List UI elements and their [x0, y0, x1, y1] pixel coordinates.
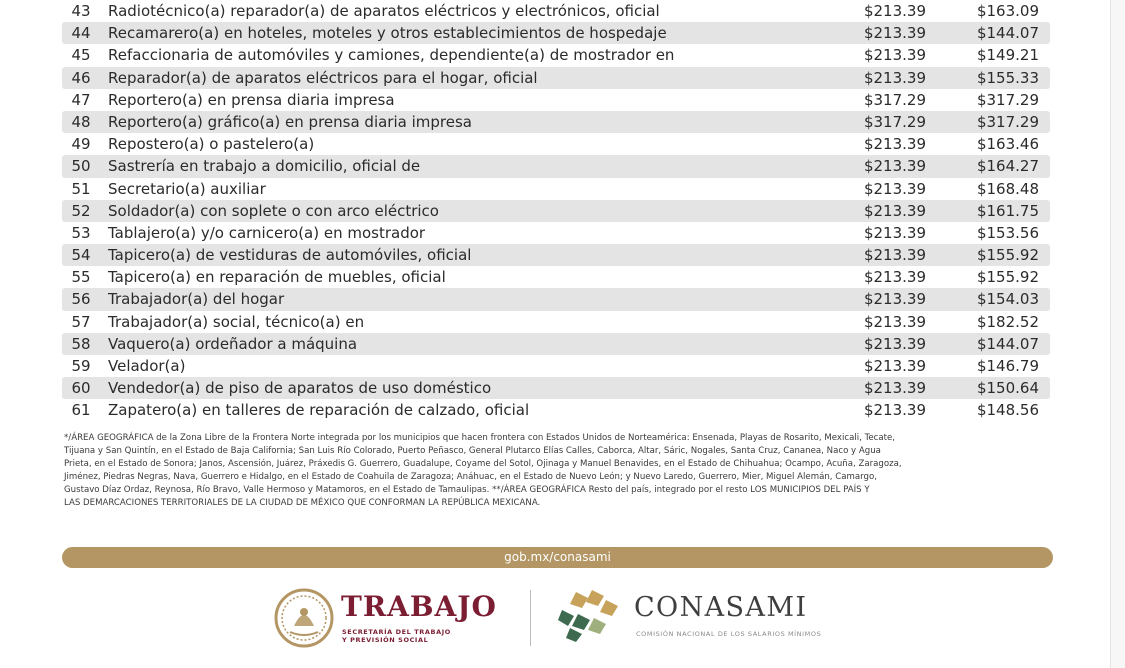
zone2-salary: $163.09 [976, 2, 1039, 20]
zone2-salary: $155.92 [976, 268, 1039, 287]
table-row [62, 222, 1050, 244]
table-row [62, 0, 1050, 22]
row-number: 57 [71, 312, 91, 331]
occupation-name: Radiotécnico(a) reparador(a) de aparatos eléctricos y electrónicos, oficial [108, 2, 660, 20]
row-number: 46 [71, 68, 91, 87]
table-row [62, 311, 1050, 333]
table-row [62, 133, 1050, 155]
table-row [62, 22, 1050, 44]
gob-link-bar[interactable]: gob.mx/conasami [62, 547, 1053, 568]
zone2-salary: $154.03 [976, 290, 1039, 309]
conasami-logo-icon [556, 588, 628, 644]
occupation-name: Trabajador(a) social, técnico(a) en [108, 312, 365, 331]
row-number: 53 [71, 223, 91, 242]
zone1-salary: $213.39 [863, 379, 926, 398]
zone1-salary: $213.39 [863, 46, 926, 65]
zone1-salary: $213.39 [863, 201, 926, 220]
zone2-salary: $144.07 [976, 334, 1039, 353]
zone1-salary: $213.39 [863, 179, 926, 198]
page-edge [1110, 0, 1125, 668]
occupation-name: Reportero(a) en prensa diaria impresa [108, 90, 395, 109]
row-number: 47 [71, 90, 91, 109]
occupation-name: Zapatero(a) en talleres de reparación de calzado, oficial [108, 401, 530, 420]
zone2-salary: $317.29 [976, 90, 1039, 109]
table-row [62, 44, 1050, 66]
occupation-name: Reportero(a) gráfico(a) en prensa diaria impresa [108, 112, 472, 131]
occupation-name: Vendedor(a) de piso de aparatos de uso doméstico [108, 379, 492, 398]
zone1-salary: $213.39 [863, 357, 926, 375]
zone2-salary: $182.52 [976, 312, 1039, 331]
row-number: 59 [71, 357, 91, 375]
zone1-salary: $213.39 [863, 334, 926, 353]
zone2-salary: $148.56 [976, 401, 1039, 420]
table-row [62, 67, 1050, 89]
occupation-name: Refaccionaria de automóviles y camiones, dependiente(a) de mostrador en [108, 46, 675, 65]
conasami-logo-subtitle: COMISIÓN NACIONAL DE LOS SALARIOS MÍNIMOS [636, 630, 822, 638]
zone1-salary: $213.39 [863, 268, 926, 287]
row-number: 51 [71, 179, 91, 198]
row-number: 56 [71, 290, 91, 309]
zone2-salary: $164.27 [976, 157, 1039, 176]
table-row [62, 111, 1050, 133]
occupation-name: Tapicero(a) de vestiduras de automóviles, oficial [108, 246, 472, 265]
occupation-name: Secretario(a) auxiliar [108, 179, 266, 198]
row-number: 58 [71, 334, 91, 353]
logo-divider [530, 590, 531, 646]
geographic-area-footnote: */ÁREA GEOGRÁFICA de la Zona Libre de la Frontera Norte integrada por los municipios que hacen frontera con Estados Unidos de Norteamérica: Ensenada, Playas de Rosarito, Mexicali, Tecate, Tijuana y San Quintín, en el Estado de Baja California; San Luis Río Colorado, Puerto Peñasco, General Plutarco Elías Calles, Caborca, Altar, Sáric, Nogales, Santa Cruz, Cananea, Naco y Agua Prieta, en el Estado de Sonora; Janos, Ascensión, Juárez, Práxedis G. Guerrero, Guadalupe, Coyame del Sotol, Ojinaga y Manuel Benavides, en el Estado de Chihuahua; Ocampo, Acuña, Zaragoza, Jiménez, Piedras Negras, Nava, Guerrero e Hidalgo, en el Estado de Coahuila de Zaragoza; Anáhuac, en el Estado de Nuevo León; y Nuevo Laredo, Guerrero, Mier, Miguel Alemán, Camargo, Gustavo Díaz Ordaz, Reynosa, Río Bravo, Valle Hermoso y Matamoros, en el Estado de Tamaulipas. **/ÁREA GEOGRÁFICA Resto del país, integrado por el resto LOS MUNICIPIOS DEL PAÍS Y LAS DEMARCACIONES TERRITORIALES DE LA CIUDAD DE MÉXICO QUE CONFORMAN LA REPÚBLICA MEXICANA. [64, 433, 902, 508]
occupation-name: Trabajador(a) del hogar [108, 290, 285, 309]
table-row [62, 355, 1050, 377]
row-number: 43 [71, 2, 91, 20]
zone2-salary: $149.21 [976, 46, 1039, 65]
zone1-salary: $317.29 [863, 112, 926, 131]
table-row [62, 178, 1050, 200]
occupation-name: Tablajero(a) y/o carnicero(a) en mostrador [108, 223, 426, 242]
zone1-salary: $213.39 [863, 290, 926, 309]
zone1-salary: $213.39 [863, 312, 926, 331]
zone1-salary: $213.39 [863, 24, 926, 43]
zone2-salary: $153.56 [976, 223, 1039, 242]
zone1-salary: $213.39 [863, 68, 926, 87]
table-row [62, 200, 1050, 222]
conasami-logo-title: CONASAMI [634, 592, 808, 623]
table-row [62, 266, 1050, 288]
zone2-salary: $150.64 [976, 379, 1039, 398]
zone2-salary: $155.33 [976, 68, 1039, 87]
table-row [62, 155, 1050, 177]
table-row [62, 89, 1050, 111]
row-number: 49 [71, 135, 91, 154]
row-number: 55 [71, 268, 91, 287]
salary-table [62, 0, 1050, 422]
zone1-salary: $317.29 [863, 90, 926, 109]
row-number: 45 [71, 46, 91, 65]
table-row [62, 399, 1050, 421]
occupation-name: Velador(a) [108, 357, 186, 375]
occupation-name: Vaquero(a) ordeñador a máquina [108, 334, 358, 353]
row-number: 60 [71, 379, 91, 398]
zone2-salary: $163.46 [976, 135, 1039, 154]
zone1-salary: $213.39 [863, 223, 926, 242]
zone1-salary: $213.39 [863, 2, 926, 20]
zone2-salary: $161.75 [976, 201, 1039, 220]
mexico-coat-of-arms-icon [274, 588, 334, 648]
trabajo-logo-subtitle: SECRETARÍA DEL TRABAJO Y PREVISIÓN SOCIAL [342, 628, 451, 644]
zone2-salary: $146.79 [976, 357, 1039, 375]
row-number: 48 [71, 112, 91, 131]
occupation-name: Soldador(a) con soplete o con arco eléctrico [108, 201, 439, 220]
row-number: 54 [71, 246, 91, 265]
zone1-salary: $213.39 [863, 135, 926, 154]
zone1-salary: $213.39 [863, 157, 926, 176]
zone1-salary: $213.39 [863, 246, 926, 265]
zone1-salary: $213.39 [863, 401, 926, 420]
row-number: 61 [71, 401, 91, 420]
row-number: 44 [71, 24, 91, 43]
table-row [62, 288, 1050, 310]
occupation-name: Recamarero(a) en hoteles, moteles y otros establecimientos de hospedaje [108, 24, 667, 43]
zone2-salary: $317.29 [976, 112, 1039, 131]
table-row [62, 377, 1050, 399]
occupation-name: Tapicero(a) en reparación de muebles, oficial [108, 268, 446, 287]
zone2-salary: $144.07 [976, 24, 1039, 43]
table-row [62, 333, 1050, 355]
trabajo-logo-title: TRABAJO [341, 590, 497, 623]
table-row [62, 244, 1050, 266]
zone2-salary: $155.92 [976, 246, 1039, 265]
occupation-name: Sastrería en trabajo a domicilio, oficial de [108, 157, 421, 176]
occupation-name: Reparador(a) de aparatos eléctricos para el hogar, oficial [108, 68, 538, 87]
row-number: 50 [71, 157, 91, 176]
occupation-name: Repostero(a) o pastelero(a) [108, 135, 315, 154]
zone2-salary: $168.48 [976, 179, 1039, 198]
row-number: 52 [71, 201, 91, 220]
